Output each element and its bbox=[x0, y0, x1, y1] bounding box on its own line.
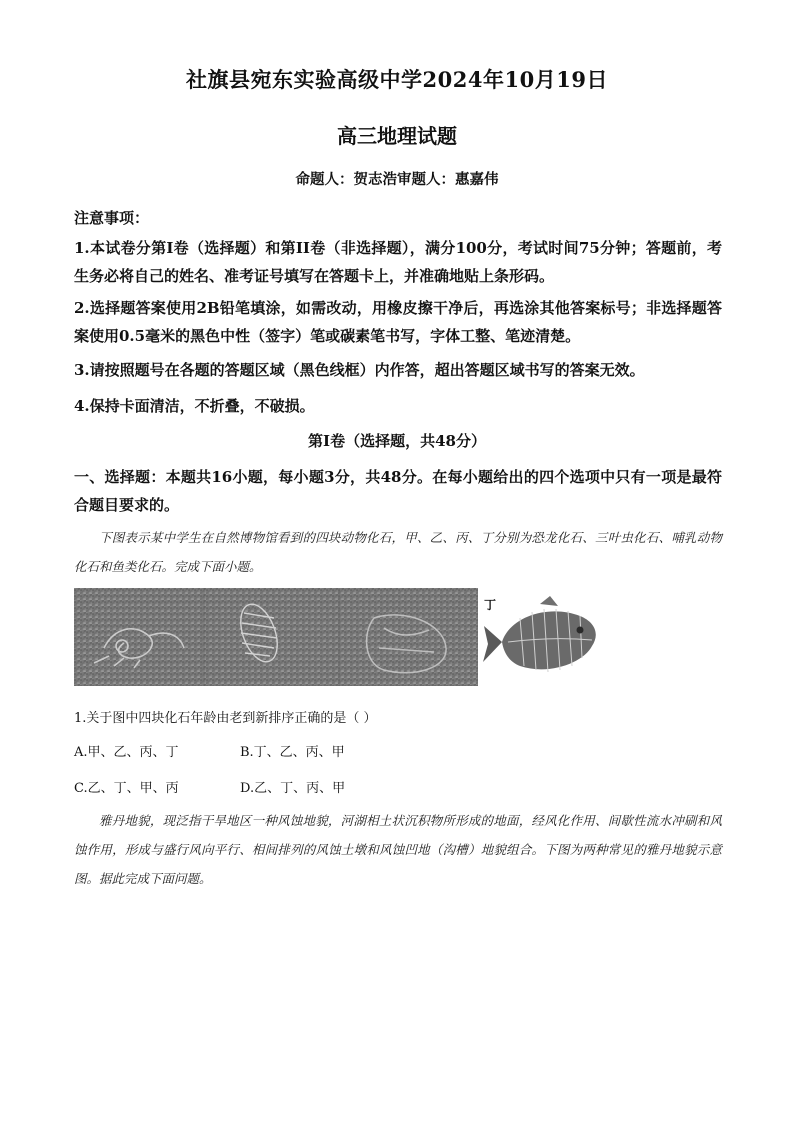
question-1-option-c[interactable]: C.乙、丁、甲、丙 bbox=[74, 781, 179, 796]
note-item-2: 2.选择题答案使用2B铅笔填涂，如需改动，用橡皮擦干净后，再选涂其他答案标号；非选择题答案使用0.5毫米的黑色中性（签字）笔或碳素笔书写，字体工整、笔迹清楚。 bbox=[74, 299, 722, 345]
question-1-stem: 1.关于图中四块化石年龄由老到新排序正确的是（ ） bbox=[74, 711, 377, 726]
exam-authors: 命题人：贺志浩审题人：惠嘉伟 bbox=[295, 171, 499, 188]
fossil-photo-strip bbox=[74, 588, 478, 686]
question-1-option-a[interactable]: A.甲、乙、丙、丁 bbox=[74, 745, 179, 760]
exam-title: 社旗县宛东实验高级中学2024年10月19日 bbox=[186, 67, 608, 92]
section-instructions: 一、选择题：本题共16小题，每小题3分，共48分。在每小题给出的四个选项中只有一项是最符合题目要求的。 bbox=[74, 468, 722, 514]
note-item-4: 4.保持卡面清洁，不折叠，不破损。 bbox=[74, 397, 315, 415]
note-item-1: 1.本试卷分第I卷（选择题）和第II卷（非选择题），满分100分，考试时间75分钟；答题前，考生务必将自己的姓名、准考证号填写在答题卡上，并准确地贴上条形码。 bbox=[74, 239, 722, 285]
note-item-3: 3.请按照题号在各题的答题区域（黑色线框）内作答，超出答题区域书写的答案无效。 bbox=[74, 361, 645, 379]
question-1-option-d[interactable]: D.乙、丁、丙、甲 bbox=[240, 781, 346, 796]
question-1-option-b[interactable]: B.丁、乙、丙、甲 bbox=[240, 745, 345, 760]
exam-subject: 高三地理试题 bbox=[337, 124, 457, 148]
fish-fossil bbox=[480, 594, 614, 686]
group2-intro: 雅丹地貌，现泛指干旱地区一种风蚀地貌，河湖相土状沉积物所形成的地面，经风化作用、间歇性流水冲刷和风蚀作用，形成与盛行风向平行、相间排列的风蚀土墩和风蚀凹地（沟槽）地貌组合。下图为两种常见的雅丹地貌示意图。据此完成下面问题。 bbox=[74, 813, 722, 886]
notes-heading: 注意事项： bbox=[74, 209, 150, 227]
section-title: 第I卷（选择题，共48分） bbox=[308, 432, 486, 450]
group1-intro: 下图表示某中学生在自然博物馆看到的四块动物化石，甲、乙、丙、丁分别为恐龙化石、三叶虫化石、哺乳动物化石和鱼类化石。完成下面小题。 bbox=[74, 530, 722, 574]
figure-label-ding: 丁 bbox=[484, 598, 497, 612]
